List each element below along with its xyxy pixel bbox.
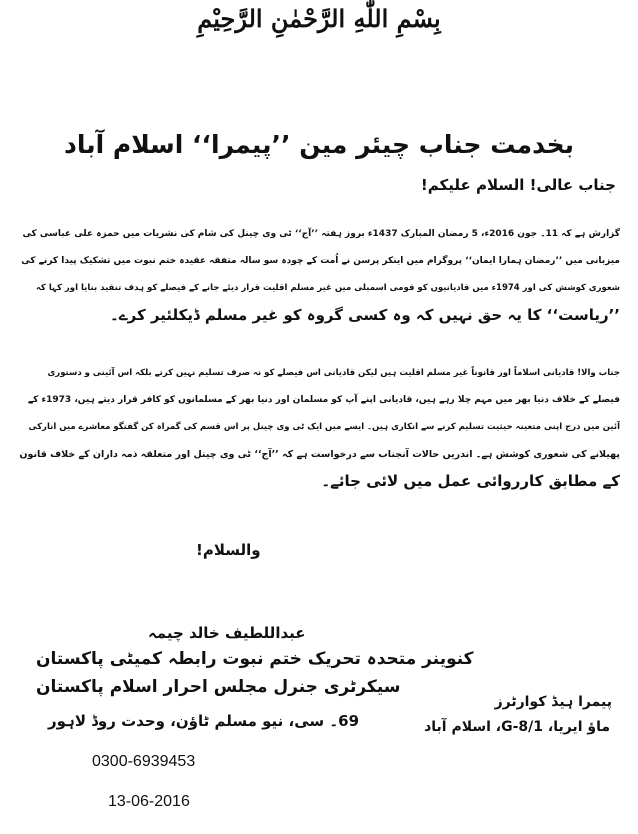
bismillah-calligraphy: بِسْمِ اللّٰهِ الرَّحْمٰنِ الرَّحِيْمِ	[197, 4, 441, 33]
salutation: جناب عالی! السلام علیکم!	[420, 176, 616, 194]
paragraph-line: فیصلے کے خلاف دنیا بھر میں مہم چلا رہے ہیں، قادیانی اپنے آپ کو مسلمان اور دنیا بھر کے مسلمانوں کو کافر قرار دیتے ہیں، 1973ء کے	[27, 395, 620, 405]
paragraph-line: گزارش ہے کہ 11۔ جون 2016ء، 5 رمضان المبارک 1437ء بروز ہفتہ ’’آج‘‘ ٹی وی چینل کی شام کی نشریات میں حمزہ علی عباسی کی	[22, 229, 620, 239]
paragraph-line: جناب والا! قادیانی اسلاماً اور قانوناً غیر مسلم اقلیت ہیں لیکن قادیانی اس فیصلے کو نہ صرف تسلیم نہیں کرتے بلکہ اس آئینی و دستوری	[47, 368, 620, 378]
signatory-phone: 0300-6939453	[92, 753, 196, 770]
paragraph-1	[16, 221, 620, 329]
signatory-address: 69۔ سی، نیو مسلم ٹاؤن، وحدت روڈ لاہور	[48, 712, 360, 730]
signatory-title-2: سیکرٹری جنرل مجلس احرار اسلام پاکستان	[36, 677, 401, 697]
letter-title: بخدمت جناب چیئر مین ’’پیمرا‘‘ اسلام آباد	[64, 130, 574, 159]
paragraph-line: کے مطابق کارروائی عمل میں لائی جائے۔	[321, 472, 620, 490]
paragraph-line: آئین میں درج اپنی متعینہ حیثیت تسلیم کرنے سے انکاری ہیں۔ ایسے میں ایک ٹی وی چینل پر اس قسم کی گمراہ کن گفتگو معاشرے میں انارکی	[28, 422, 620, 432]
paragraph-line: پھیلانے کی شعوری کوشش ہے۔ اندریں حالات آنجناب سے درخواست ہے کہ ’’آج‘‘ ٹی وی چینل اور متعلقہ ذمہ داران کے خلاف قانون	[19, 449, 620, 460]
signatory-name: عبداللطیف خالد چیمہ	[148, 624, 306, 642]
paragraph-line: ’’ریاست‘‘ کا یہ حق نہیں کہ وہ کسی گروہ کو غیر مسلم ڈیکلئیر کرے۔	[110, 306, 620, 324]
letter-date: 13-06-2016	[108, 793, 190, 810]
recipient-address: ماؤ ایریا، G-8/1، اسلام آباد	[424, 719, 610, 735]
recipient-label: پیمرا ہیڈ کوارٹرز	[494, 694, 612, 710]
paragraph-line: شعوری کوشش کی اور 1974ء میں قادیانیوں کو قومی اسمبلی میں غیر مسلم اقلیت قرار دیئے جانے کے فیصلے کو ہدف تنقید بنایا اور کہا کہ	[35, 283, 620, 293]
closing-greeting: والسلام!	[196, 541, 261, 559]
paragraph-line: میزبانی میں ’’رمضان ہمارا ایمان‘‘ پروگرام میں اینکر پرسن نے اُمت کے چودہ سو سالہ متفقہ عقیدہ ختم نبوت میں تشکیک پیدا کرنے کی	[21, 256, 620, 266]
signatory-title-1: کنوینر متحدہ تحریک ختم نبوت رابطہ کمیٹی پاکستان	[36, 649, 474, 669]
paragraph-2	[16, 360, 620, 495]
